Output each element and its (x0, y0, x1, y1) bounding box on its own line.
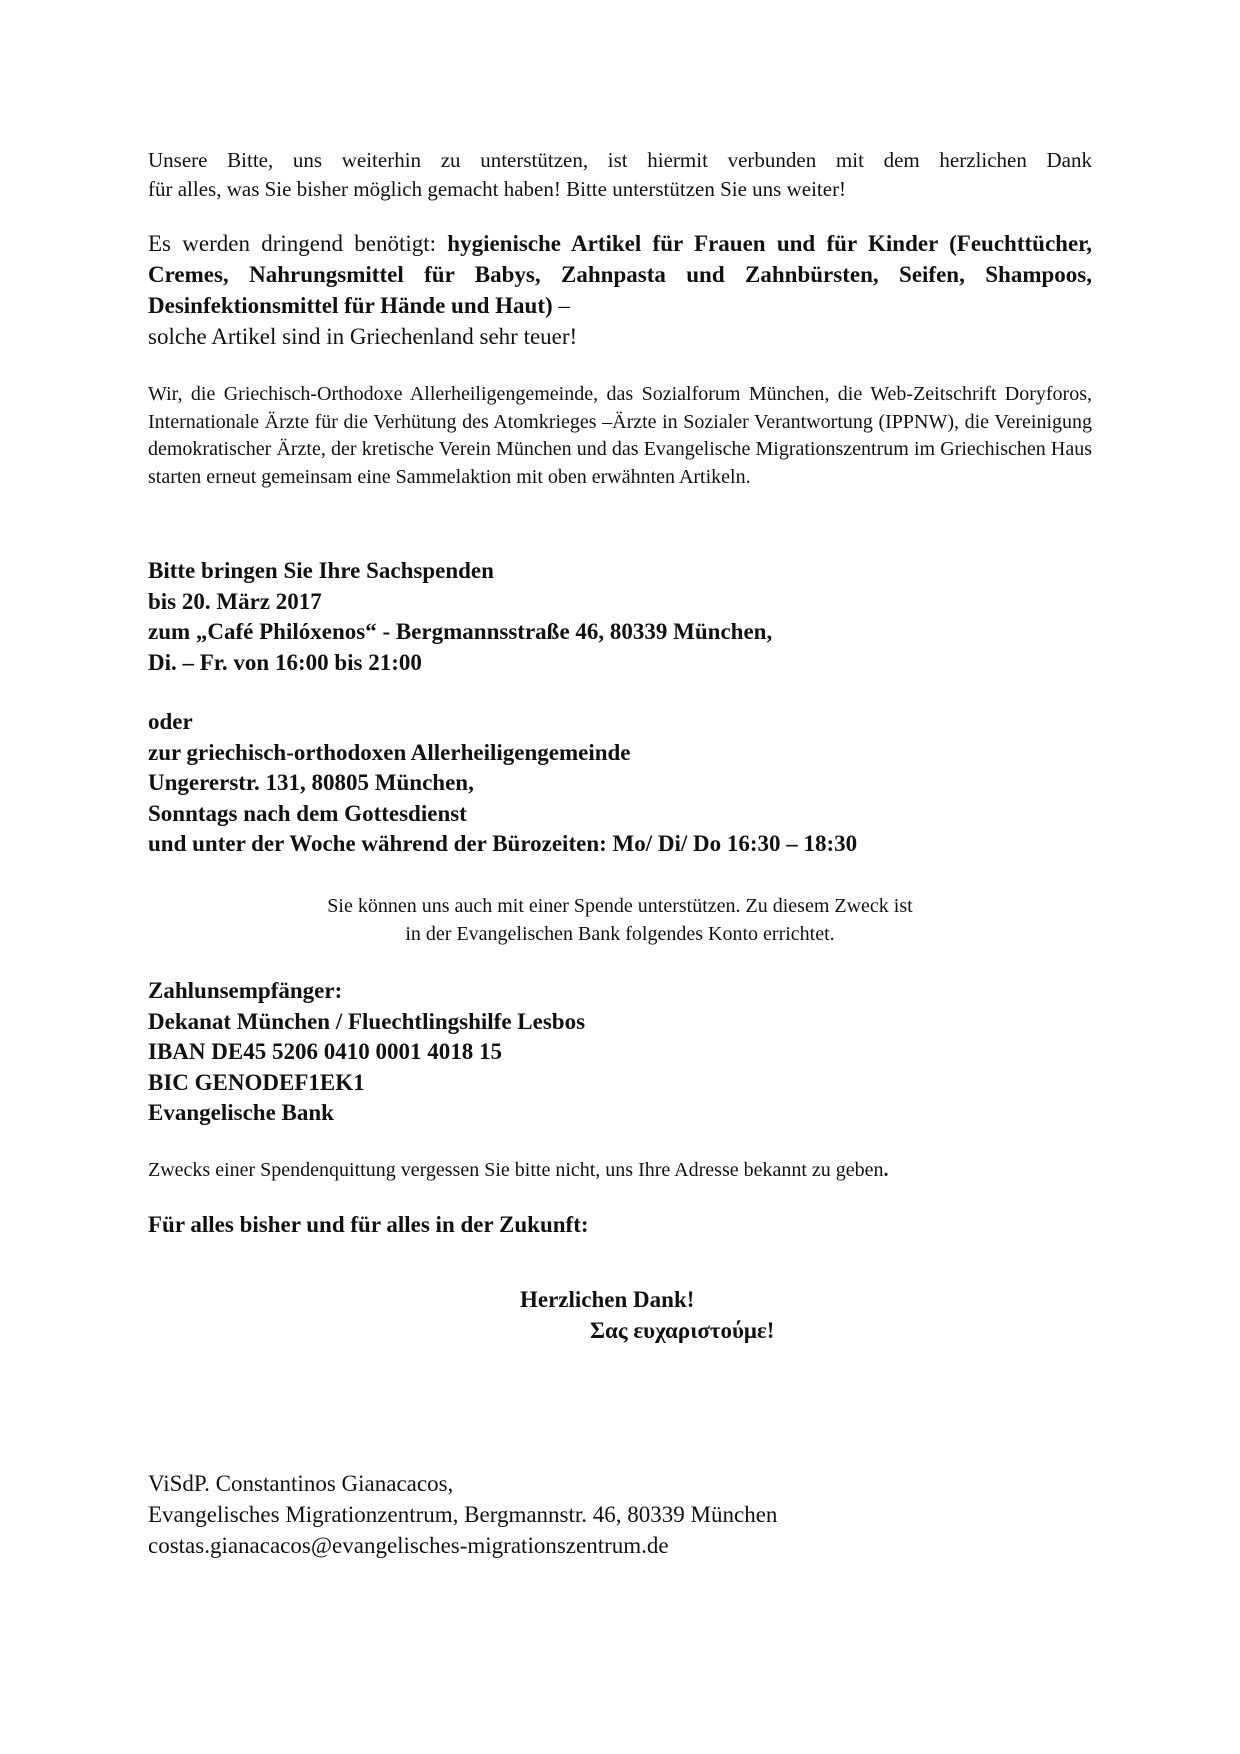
bank-iban: IBAN DE45 5206 0410 0001 4018 15 (148, 1039, 502, 1065)
dropoff-church-line: zur griechisch-orthodoxen Allerheiligengemeinde (148, 739, 631, 765)
imprint-line: ViSdP. Constantinos Gianacacos, (148, 1471, 454, 1496)
needs-last-line: solche Artikel sind in Griechenland sehr teuer! (148, 324, 578, 349)
receipt-note-text: Zwecks einer Spendenquittung vergessen Sie bitte nicht, uns Ihre Adresse bekannt zu geben (148, 1159, 884, 1181)
intro-paragraph (148, 146, 1092, 204)
dropoff-church-hours: und unter der Woche während der Bürozeiten: Mo/ Di/ Do 16:30 – 18:30 (148, 831, 858, 857)
dropoff-church-line: oder (148, 709, 193, 734)
bank-recipient: Dekanat München / Fluechtlingshilfe Lesbos (148, 1008, 586, 1034)
dropoff-cafe-line: Bitte bringen Sie Ihre Sachspenden (148, 558, 494, 583)
dropoff-church-line: Ungererstr. 131, 80805 München, (148, 770, 474, 796)
receipt-note-period: . (883, 1159, 889, 1181)
thanks-german: Herzlichen Dank! (520, 1287, 695, 1312)
imprint-line: Evangelisches Migrationzentrum, Bergmannstr. 46, 80339 München (148, 1502, 778, 1527)
bank-name: Evangelische Bank (148, 1100, 334, 1126)
partners-paragraph: Wir, die Griechisch-Orthodoxe Allerheiligengemeinde, das Sozialforum München, die Web-Zeitschrift Doryforos, Internationale Ärzte für die Verhütung des Atomkrieges –Ärzte in Sozialer Verantwortung (IPPNW), die Vereinigung demokratischer Ärzte, der kretische Verein München und das Evangelische Migrationszentrum im Griechischen Haus starten erneut gemeinsam eine Sammelaktion mit oben erwähnten Artikeln. (148, 383, 1092, 488)
needs-items: hygienische Artikel für Frauen und für Kinder (Feuchttücher, Cremes, Nahrungsmittel für Babys, Zahnpasta und Zahnbürsten, Seifen, Shampoos, Desinfektionsmittel für Hände und Haut) (148, 231, 1093, 318)
dropoff-church-block (148, 707, 1092, 860)
bank-recipient-label: Zahlunsempfänger: (148, 978, 343, 1003)
imprint (148, 1468, 1092, 1561)
donation-note-line: in der Evangelischen Bank folgendes Konto errichtet. (405, 923, 835, 945)
needs-paragraph (148, 228, 1092, 352)
intro-line: für alles, was Sie bisher möglich gemacht haben! Bitte unterstützen Sie uns weiter! (148, 177, 847, 201)
cafe-address: - Bergmannsstraße 46, 80339 München, (382, 619, 773, 645)
dropoff-cafe-address-line (148, 617, 1092, 648)
donation-note (148, 892, 1092, 948)
needs-dash: – (558, 293, 570, 318)
thanks-greek: Σας ευχαριστούμε! (590, 1318, 775, 1343)
dropoff-cafe-line: bis 20. März 2017 (148, 588, 322, 614)
receipt-note (148, 1156, 1092, 1184)
imprint-email[interactable]: costas.gianacacos@evangelisches-migrationszentrum.de (148, 1533, 669, 1558)
bank-bic: BIC GENODEF1EK1 (148, 1069, 365, 1095)
closing-lead: Für alles bisher und für alles in der Zukunft: (148, 1212, 589, 1237)
dropoff-cafe-block (148, 556, 1092, 678)
dropoff-church-line: Sonntags nach dem Gottesdienst (148, 800, 467, 826)
cafe-name: zum „Café Philóxenos“ (148, 619, 377, 645)
needs-prefix: Es werden dringend benötigt: (148, 231, 437, 256)
dropoff-cafe-hours: Di. – Fr. von 16:00 bis 21:00 (148, 649, 422, 675)
intro-line: Unsere Bitte, uns weiterhin zu unterstützen, ist hiermit verbunden mit dem herzlichen Dank (148, 148, 1092, 172)
bank-details (148, 976, 1092, 1129)
donation-note-line: Sie können uns auch mit einer Spende unterstützen. Zu diesem Zweck ist (327, 895, 913, 917)
